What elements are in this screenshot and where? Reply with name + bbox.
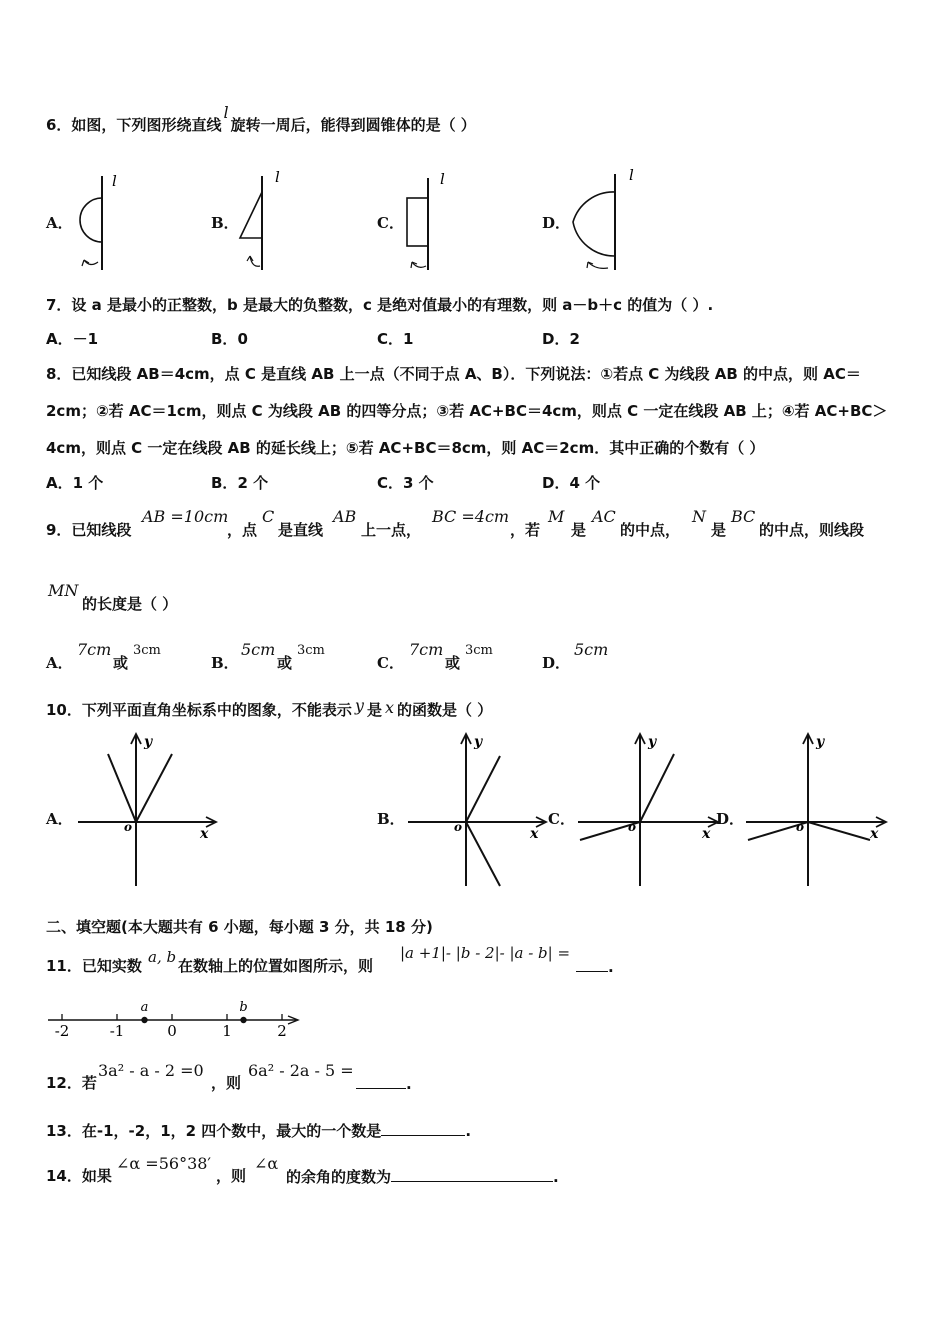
svg-text:x: x xyxy=(530,826,539,842)
q12-blank[interactable] xyxy=(356,1074,406,1089)
q14-m2: ∠α xyxy=(254,1154,279,1173)
q9-m1: AB =10cm xyxy=(142,507,229,526)
q9-t7: 的中点， xyxy=(620,521,681,539)
q9-option-c-v2: 3cm xyxy=(465,643,493,658)
q9-m5: M xyxy=(548,507,565,526)
function-graph xyxy=(580,754,674,840)
q7-option-b: B．0 xyxy=(211,330,248,348)
q9-t1: 9．已知线段 xyxy=(46,521,132,539)
number-line-tick-label: 1 xyxy=(222,1022,232,1040)
q6-line-var: l xyxy=(223,103,229,122)
axis-label: l xyxy=(275,168,280,186)
q9-option-a-v1: 7cm xyxy=(77,640,112,659)
q9-t9: 的中点，则线段 xyxy=(759,521,865,539)
q7-option-a: A．－1 xyxy=(46,330,99,348)
number-line-tick-label: -2 xyxy=(54,1022,70,1040)
q9-option-b-label: B． xyxy=(211,654,239,672)
q10-option-c-label: C． xyxy=(548,810,575,828)
q9-t3: 是直线 xyxy=(278,521,324,539)
number-line-point-label: a xyxy=(140,1000,149,1015)
q9-option-a-label: A． xyxy=(46,654,73,672)
q12-t1: 12．若 xyxy=(46,1074,97,1092)
q8-option-c: C．3 个 xyxy=(377,474,434,492)
axis-label: l xyxy=(112,172,117,190)
q10-graph-c xyxy=(576,728,726,890)
q8-line-3: 4cm，则点 C 一定在线段 AB 的延长线上；⑤若 AC+BC＝8cm，则 AC＝2cm．其中正确的个数有（ ） xyxy=(46,439,765,457)
svg-text:o: o xyxy=(796,820,805,834)
svg-text:x: x xyxy=(200,826,209,842)
q10-graph-b xyxy=(404,728,554,890)
q9-t6: 是 xyxy=(571,521,587,539)
q9-m6: AC xyxy=(592,507,616,526)
svg-text:y: y xyxy=(144,734,153,750)
large-semicircle-shape xyxy=(573,192,615,256)
q6-figure-a xyxy=(70,168,150,276)
q9-m4: BC =4cm xyxy=(432,507,510,526)
q9-t10: 的长度是（ ） xyxy=(82,595,178,613)
q6-option-d-label: D． xyxy=(542,214,571,232)
q7-option-d: D．2 xyxy=(542,330,580,348)
q9-option-c-label: C． xyxy=(377,654,404,672)
number-line-tick-label: 0 xyxy=(167,1022,177,1040)
axis-label: l xyxy=(629,166,634,184)
q8-line-1: 8．已知线段 AB＝4cm，点 C 是直线 AB 上一点（不同于点 A、B）．下列说法：①若点 C 为线段 AB 的中点，则 AC＝ xyxy=(46,365,861,383)
number-line-point-label: b xyxy=(239,1000,248,1015)
q9-option-d-v1: 5cm xyxy=(574,640,609,659)
q9-option-a-v2: 3cm xyxy=(133,643,161,658)
q11-m2: |a +1|- |b - 2|- |a - b| = xyxy=(400,944,571,962)
q8-line-2: 2cm；②若 AC＝1cm，则点 C 为线段 AB 的四等分点；③若 AC+BC＝4cm，则点 C 一定在线段 AB 上；④若 AC+BC＞ xyxy=(46,402,888,420)
q11-m1: a, b xyxy=(148,948,177,966)
q11-number-line xyxy=(44,996,306,1040)
q13-stem: 13．在-1，-2，1，2 四个数中，最大的一个数是 . xyxy=(46,1122,472,1140)
q9-option-b-or: 或 xyxy=(277,654,293,672)
q10-var-x: x xyxy=(384,698,394,717)
q11-t2: 在数轴上的位置如图所示，则 xyxy=(178,957,374,975)
q9-option-c-v1: 7cm xyxy=(409,640,444,659)
q14-m1: ∠α =56°38′ xyxy=(116,1154,212,1173)
q9-t4: 上一点， xyxy=(361,521,422,539)
section-2-title: 二、填空题(本大题共有 6 小题，每小题 3 分，共 18 分) xyxy=(46,918,433,936)
axis-label: l xyxy=(440,170,445,188)
q13-blank[interactable] xyxy=(381,1121,465,1136)
q6-option-c-label: C． xyxy=(377,214,404,232)
number-line-point-b xyxy=(240,1017,246,1023)
q9-option-c-or: 或 xyxy=(445,654,461,672)
svg-text:o: o xyxy=(628,820,637,834)
q9-option-d-label: D． xyxy=(542,654,571,672)
q6-text-a: 6．如图，下列图形绕直线 xyxy=(46,116,222,134)
number-line-tick-label: 2 xyxy=(277,1022,287,1040)
svg-text:x: x xyxy=(702,826,711,842)
q6-text-b: 旋转一周后，能得到圆锥体的是（ ） xyxy=(230,116,476,134)
triangle-shape xyxy=(240,192,262,238)
q9-option-a-or: 或 xyxy=(113,654,129,672)
svg-text:y: y xyxy=(474,734,483,750)
q9-m9: MN xyxy=(48,581,79,600)
q8-option-b: B．2 个 xyxy=(211,474,269,492)
svg-text:y: y xyxy=(816,734,825,750)
svg-text:o: o xyxy=(454,820,463,834)
q6-option-a-label: A． xyxy=(46,214,73,232)
svg-text:y: y xyxy=(648,734,657,750)
q10-stem: 10．下列平面直角坐标系中的图象，不能表示 y 是 x 的函数是（ ） xyxy=(46,696,493,719)
q6-figure-b xyxy=(230,166,310,276)
q14-t2: ，则 xyxy=(216,1167,247,1185)
q7-option-c: C．1 xyxy=(377,330,414,348)
q12-m1: 3a² - a - 2 =0 xyxy=(98,1061,204,1080)
number-line-tick-label: -1 xyxy=(109,1022,125,1040)
q10-var-y: y xyxy=(354,696,364,715)
q10-graph-a xyxy=(74,728,224,890)
q9-m8: BC xyxy=(731,507,756,526)
q7-stem: 7．设 a 是最小的正整数，b 是最大的负整数，c 是绝对值最小的有理数，则 a－b＋c 的值为（ ）. xyxy=(46,296,714,314)
q14-t1: 14．如果 xyxy=(46,1167,112,1185)
q10-option-d-label: D． xyxy=(716,810,745,828)
q11-blank[interactable] xyxy=(576,957,608,972)
q11-t1: 11．已知实数 xyxy=(46,957,142,975)
semicircle-shape xyxy=(80,198,102,242)
rectangle-shape xyxy=(407,198,428,246)
number-line-point-a xyxy=(141,1017,147,1023)
q6-option-b-label: B． xyxy=(211,214,239,232)
q10-option-b-label: B． xyxy=(377,810,405,828)
q8-option-d: D．4 个 xyxy=(542,474,601,492)
q10-graph-d xyxy=(744,728,894,890)
svg-text:o: o xyxy=(124,820,133,834)
q6-figure-d xyxy=(566,164,656,276)
q9-option-b-v2: 3cm xyxy=(297,643,325,658)
q9-t5: ，若 xyxy=(510,521,541,539)
q9-m7: N xyxy=(692,507,706,526)
q14-answer: 的余角的度数为 . xyxy=(286,1168,559,1186)
svg-text:x: x xyxy=(870,826,879,842)
q10-option-a-label: A． xyxy=(46,810,73,828)
q11-answer: . xyxy=(576,957,614,976)
v-shape-graph xyxy=(108,754,172,822)
q6-stem xyxy=(46,103,476,134)
q12-t2: ，则 xyxy=(211,1074,242,1092)
q9-m2: C xyxy=(262,507,275,526)
q6-figure-c xyxy=(398,168,478,276)
q8-option-a: A．1 个 xyxy=(46,474,104,492)
q9-t2: ，点 xyxy=(227,521,258,539)
q9-m3: AB xyxy=(333,507,357,526)
q9-t8: 是 xyxy=(711,521,727,539)
q14-blank[interactable] xyxy=(391,1167,553,1182)
q9-option-b-v1: 5cm xyxy=(241,640,276,659)
q12-m2: 6a² - 2a - 5 = xyxy=(248,1061,354,1080)
q12-answer: . xyxy=(356,1074,412,1093)
